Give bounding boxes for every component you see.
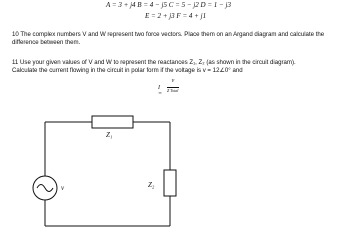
z2-label: Z₂ xyxy=(148,181,155,189)
equation-line-1: A = 3 + j4 B = 4 − j5 C = 5 − j2 D = 1 − j3 xyxy=(106,1,231,9)
formula-lhs: I = xyxy=(158,85,163,97)
source-label: v xyxy=(61,184,65,192)
z1-label: Z₁ xyxy=(106,131,113,139)
question-11-line-1: 11 Use your given values of V and W to represent the reactances Z₁, Z₂ (as shown in the circuit diagram). xyxy=(12,59,296,66)
sine-wave-icon xyxy=(37,185,53,192)
z1-resistor xyxy=(92,116,133,128)
z2-resistor xyxy=(164,170,176,196)
formula-denominator: Z Total xyxy=(167,88,179,93)
question-10: 10 The complex numbers V and W represent two force vectors. Place them on an Argand diagram and calculate the difference between them. xyxy=(12,31,325,47)
question-11-line-2: Calculate the current flowing in the circuit in polar form if the voltage is v = 12∠0° and xyxy=(12,67,243,75)
formula-numerator: v xyxy=(171,78,175,84)
equation-line-2: E = 2 + j3 F = 4 + j1 xyxy=(145,12,207,20)
